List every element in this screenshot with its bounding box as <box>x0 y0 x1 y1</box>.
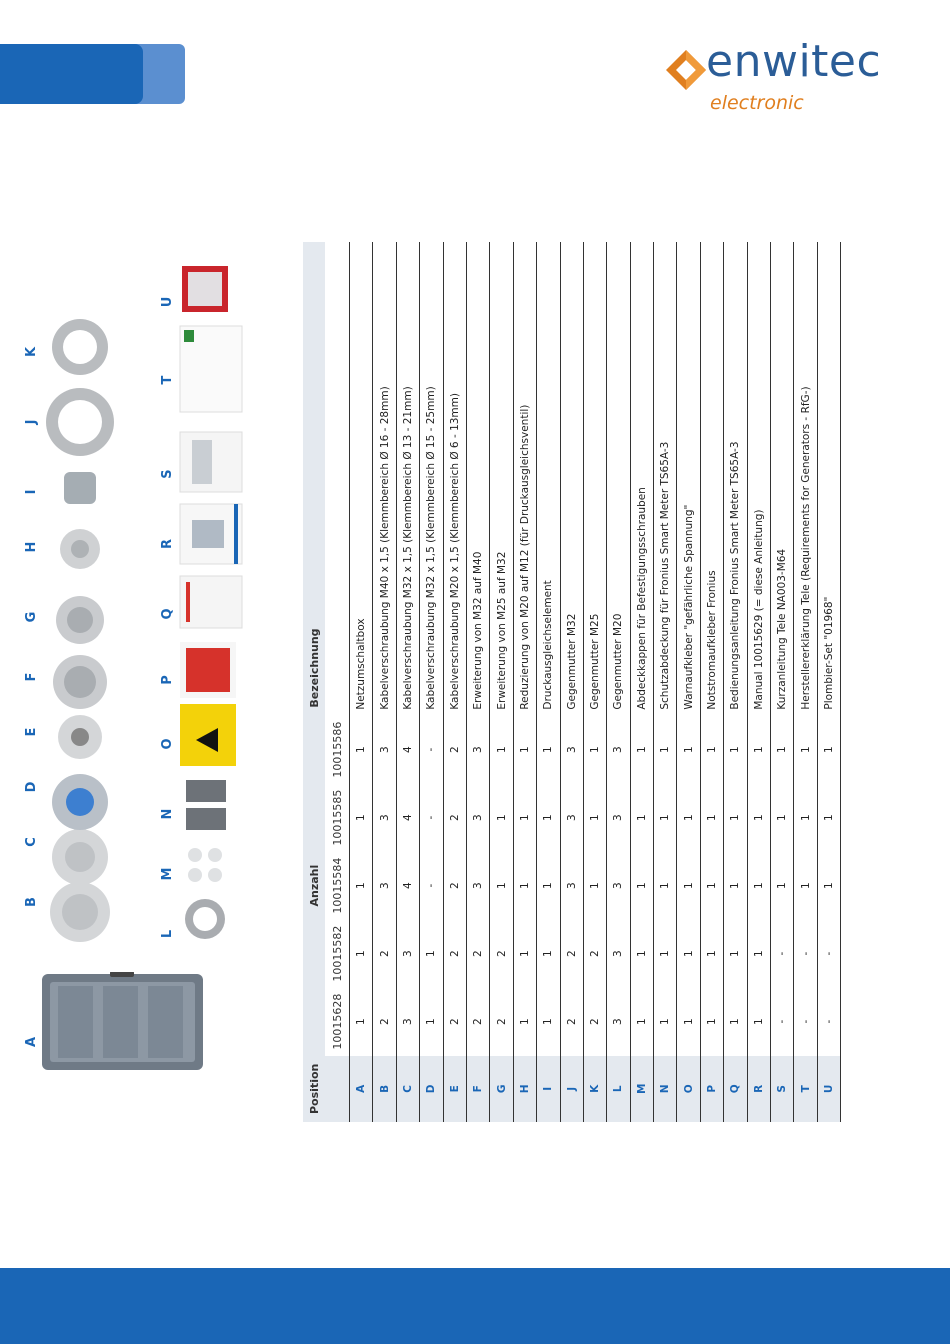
row-description: Gegenmutter M32 <box>560 242 583 716</box>
manual-q-picture <box>178 574 244 630</box>
row-quantity: 1 <box>677 784 700 852</box>
row-quantity: 1 <box>747 920 770 988</box>
photo-letter: S <box>160 469 175 479</box>
table-body <box>350 242 841 1122</box>
row-quantity: - <box>817 988 840 1056</box>
photo-letter: D <box>24 781 39 793</box>
row-position: S <box>771 1056 794 1122</box>
row-quantity: 1 <box>700 852 723 920</box>
warning-sticker-o-picture <box>178 702 238 768</box>
row-quantity: - <box>420 852 443 920</box>
row-position: K <box>583 1056 606 1122</box>
row-quantity: 1 <box>350 920 373 988</box>
row-position: C <box>396 1056 419 1122</box>
row-quantity: 1 <box>700 920 723 988</box>
row-position: G <box>490 1056 513 1122</box>
row-quantity: 1 <box>350 784 373 852</box>
row-description: Gegenmutter M20 <box>607 242 630 716</box>
locknut-k-picture <box>45 312 115 382</box>
photo-letter: H <box>24 541 39 553</box>
row-quantity: 1 <box>677 920 700 988</box>
row-quantity: 1 <box>654 716 677 784</box>
row-quantity: 1 <box>513 716 536 784</box>
photo-letter: M <box>160 867 175 881</box>
row-description: Kabelverschraubung M40 x 1,5 (Klemmbereich Ø 16 - 28mm) <box>373 242 396 716</box>
row-quantity: 1 <box>771 716 794 784</box>
row-quantity: 2 <box>443 784 466 852</box>
col-quantity-header: Anzahl <box>303 716 325 1056</box>
row-quantity: 1 <box>537 716 560 784</box>
row-quantity: 1 <box>350 716 373 784</box>
row-description: Kurzanleitung Tele NA003-M64 <box>771 242 794 716</box>
cover-n-picture <box>182 774 230 834</box>
table-row <box>583 242 606 1122</box>
row-quantity: 1 <box>537 988 560 1056</box>
row-quantity: 3 <box>373 784 396 852</box>
description-subheader <box>325 242 350 716</box>
row-quantity: 1 <box>537 852 560 920</box>
row-description: Druckausgleichselement <box>537 242 560 716</box>
row-quantity: 1 <box>630 988 653 1056</box>
row-position: T <box>794 1056 817 1122</box>
col-article-number: 10015586 <box>325 716 350 784</box>
row-position: I <box>537 1056 560 1122</box>
photo-letter: A <box>24 1036 39 1048</box>
row-quantity: 3 <box>607 716 630 784</box>
row-quantity: 1 <box>700 988 723 1056</box>
row-quantity: 1 <box>420 920 443 988</box>
row-quantity: 2 <box>583 920 606 988</box>
row-quantity: - <box>420 784 443 852</box>
table-row <box>537 242 560 1122</box>
row-quantity: 1 <box>583 852 606 920</box>
row-quantity: 1 <box>654 920 677 988</box>
locknut-j-picture <box>40 382 120 462</box>
row-quantity: 1 <box>537 784 560 852</box>
row-position: M <box>630 1056 653 1122</box>
position-subheader <box>325 1056 350 1122</box>
row-quantity: 1 <box>654 784 677 852</box>
row-quantity: 3 <box>560 716 583 784</box>
row-quantity: - <box>771 920 794 988</box>
row-quantity: 3 <box>396 988 419 1056</box>
row-quantity: - <box>794 920 817 988</box>
row-quantity: 1 <box>677 716 700 784</box>
photo-letter: L <box>160 929 175 939</box>
row-quantity: 3 <box>373 852 396 920</box>
table-row <box>747 242 770 1122</box>
row-quantity: 1 <box>817 784 840 852</box>
row-position: J <box>560 1056 583 1122</box>
row-description: Erweiterung von M25 auf M32 <box>490 242 513 716</box>
photo-letter: P <box>160 675 175 685</box>
row-quantity: - <box>794 988 817 1056</box>
table-row <box>396 242 419 1122</box>
row-quantity: 2 <box>443 988 466 1056</box>
row-quantity: 1 <box>724 784 747 852</box>
row-quantity: 1 <box>630 784 653 852</box>
row-description: Manual 10015629 (= diese Anleitung) <box>747 242 770 716</box>
photo-letter: E <box>24 727 39 737</box>
row-quantity: 3 <box>560 784 583 852</box>
row-quantity: 1 <box>513 784 536 852</box>
caps-m-picture <box>180 840 230 890</box>
row-description: Netzumschaltbox <box>350 242 373 716</box>
row-position: Q <box>724 1056 747 1122</box>
photo-letter: I <box>24 489 39 495</box>
table-row <box>794 242 817 1122</box>
table-row <box>373 242 396 1122</box>
row-quantity: 1 <box>771 784 794 852</box>
photo-letter: B <box>24 897 39 907</box>
table-row <box>490 242 513 1122</box>
row-quantity: 2 <box>443 920 466 988</box>
row-quantity: 2 <box>490 988 513 1056</box>
row-quantity: 2 <box>490 920 513 988</box>
photo-letter: J <box>24 419 39 425</box>
row-quantity: 2 <box>560 920 583 988</box>
logo-brand: enwitec <box>706 36 882 87</box>
row-description: Herstellererklärung Tele (Requirements for Generators - RfG-) <box>794 242 817 716</box>
photo-letter: N <box>160 808 175 820</box>
row-quantity: 2 <box>583 988 606 1056</box>
table-row <box>513 242 536 1122</box>
row-quantity: 3 <box>607 988 630 1056</box>
row-quantity: 1 <box>490 784 513 852</box>
row-quantity: 1 <box>700 716 723 784</box>
col-article-number: 10015628 <box>325 988 350 1056</box>
row-quantity: 1 <box>747 988 770 1056</box>
row-quantity: 2 <box>560 988 583 1056</box>
table-header-row <box>303 242 325 1122</box>
table-row <box>630 242 653 1122</box>
col-position-header: Position <box>303 1056 325 1122</box>
row-quantity: 3 <box>466 852 489 920</box>
row-position: E <box>443 1056 466 1122</box>
row-position: B <box>373 1056 396 1122</box>
row-quantity: - <box>420 716 443 784</box>
col-article-number: 10015585 <box>325 784 350 852</box>
row-position: P <box>700 1056 723 1122</box>
table-row <box>443 242 466 1122</box>
row-description: Kabelverschraubung M32 x 1,5 (Klemmbereich Ø 15 - 25mm) <box>420 242 443 716</box>
table-row <box>350 242 373 1122</box>
row-quantity: 1 <box>724 852 747 920</box>
photo-letter: Q <box>160 608 175 620</box>
row-quantity: 1 <box>794 852 817 920</box>
row-quantity: 3 <box>560 852 583 920</box>
row-quantity: 1 <box>630 716 653 784</box>
row-description: Kabelverschraubung M32 x 1,5 (Klemmbereich Ø 13 - 21mm) <box>396 242 419 716</box>
row-description: Gegenmutter M25 <box>583 242 606 716</box>
row-quantity: 1 <box>747 716 770 784</box>
row-quantity: 1 <box>677 988 700 1056</box>
quick-guide-s-picture <box>178 430 244 494</box>
row-quantity: 1 <box>513 920 536 988</box>
row-quantity: 1 <box>537 920 560 988</box>
col-description-header: Bezeichnung <box>303 242 325 716</box>
table-row <box>724 242 747 1122</box>
row-quantity: 1 <box>654 988 677 1056</box>
row-quantity: 1 <box>630 920 653 988</box>
row-quantity: 1 <box>677 852 700 920</box>
row-quantity: 1 <box>794 716 817 784</box>
row-quantity: - <box>771 988 794 1056</box>
row-quantity: 2 <box>443 852 466 920</box>
row-description: Kabelverschraubung M20 x 1,5 (Klemmbereich Ø 6 - 13mm) <box>443 242 466 716</box>
row-position: A <box>350 1056 373 1122</box>
row-quantity: 3 <box>607 852 630 920</box>
pressure-element-i-picture <box>58 466 102 510</box>
manual-r-picture <box>178 502 244 566</box>
locknut-l-picture <box>180 894 230 944</box>
photo-letter: G <box>24 611 39 623</box>
row-quantity: 1 <box>513 852 536 920</box>
switch-box-picture <box>40 972 205 1072</box>
row-position: H <box>513 1056 536 1122</box>
row-quantity: 1 <box>747 852 770 920</box>
table-row <box>466 242 489 1122</box>
row-quantity: 4 <box>396 784 419 852</box>
row-position: L <box>607 1056 630 1122</box>
row-description: Reduzierung von M20 auf M12 (für Druckausgleichsventil) <box>513 242 536 716</box>
row-quantity: 1 <box>350 988 373 1056</box>
logo-subtitle: electronic <box>710 92 804 114</box>
row-quantity: 1 <box>583 716 606 784</box>
row-quantity: 1 <box>490 716 513 784</box>
row-quantity: 1 <box>817 852 840 920</box>
row-quantity: 1 <box>724 920 747 988</box>
photo-letter: F <box>24 672 39 682</box>
table-row <box>560 242 583 1122</box>
table-row <box>677 242 700 1122</box>
row-quantity: 4 <box>396 852 419 920</box>
row-quantity: 2 <box>466 920 489 988</box>
photo-letter: O <box>160 738 175 750</box>
table-row <box>420 242 443 1122</box>
row-quantity: 1 <box>490 852 513 920</box>
photo-letter: K <box>24 346 39 358</box>
extension-g-picture <box>48 588 112 652</box>
parts-content <box>20 22 880 1122</box>
row-quantity: 1 <box>817 716 840 784</box>
row-quantity: 1 <box>350 852 373 920</box>
row-description: Schutzabdeckung für Fronius Smart Meter TS65A-3 <box>654 242 677 716</box>
row-description: Erweiterung von M32 auf M40 <box>466 242 489 716</box>
row-description: Plombier-Set "01968" <box>817 242 840 716</box>
row-quantity: 1 <box>771 852 794 920</box>
row-quantity: 1 <box>724 716 747 784</box>
photo-letter: U <box>160 296 175 308</box>
row-position: O <box>677 1056 700 1122</box>
table-row <box>607 242 630 1122</box>
row-position: N <box>654 1056 677 1122</box>
row-quantity: 2 <box>443 716 466 784</box>
extension-f-picture <box>45 647 115 717</box>
reducer-h-picture <box>52 521 108 577</box>
col-article-number: 10015582 <box>325 920 350 988</box>
table-row <box>771 242 794 1122</box>
backup-sticker-p-picture <box>178 640 238 700</box>
row-position: R <box>747 1056 770 1122</box>
photo-letter: C <box>24 837 39 847</box>
row-quantity: 3 <box>466 784 489 852</box>
photo-letter: R <box>160 539 175 550</box>
row-quantity: 1 <box>513 988 536 1056</box>
photo-letter: T <box>160 375 175 385</box>
declaration-t-picture <box>178 324 244 414</box>
row-position: F <box>466 1056 489 1122</box>
table-subheader-row <box>325 242 350 1122</box>
row-position: D <box>420 1056 443 1122</box>
gland-d-picture <box>45 767 115 837</box>
row-quantity: 3 <box>607 920 630 988</box>
table-row <box>654 242 677 1122</box>
row-quantity: 1 <box>724 988 747 1056</box>
col-article-number: 10015584 <box>325 852 350 920</box>
row-description: Warnaufkleber "gefährliche Spannung" <box>677 242 700 716</box>
row-description: Notstromaufkleber Fronius <box>700 242 723 716</box>
row-quantity: 3 <box>607 784 630 852</box>
row-quantity: 2 <box>373 988 396 1056</box>
row-description: Abdeckkappen für Befestigungsschrauben <box>630 242 653 716</box>
row-quantity: 1 <box>420 988 443 1056</box>
table-row <box>817 242 840 1122</box>
photo-strip <box>20 242 280 1122</box>
parts-table <box>303 242 841 1122</box>
row-quantity: 2 <box>466 988 489 1056</box>
row-quantity: 2 <box>373 920 396 988</box>
row-quantity: 1 <box>654 852 677 920</box>
row-description: Bedienungsanleitung Fronius Smart Meter TS65A-3 <box>724 242 747 716</box>
row-quantity: 1 <box>583 784 606 852</box>
row-position: U <box>817 1056 840 1122</box>
table-row <box>700 242 723 1122</box>
row-quantity: 1 <box>630 852 653 920</box>
row-quantity: 4 <box>396 716 419 784</box>
row-quantity: 1 <box>747 784 770 852</box>
row-quantity: 1 <box>700 784 723 852</box>
row-quantity: 3 <box>466 716 489 784</box>
footer-bar <box>0 1268 950 1344</box>
row-quantity: - <box>817 920 840 988</box>
row-quantity: 3 <box>373 716 396 784</box>
row-quantity: 1 <box>794 784 817 852</box>
seal-set-u-picture <box>180 264 230 314</box>
row-quantity: 3 <box>396 920 419 988</box>
